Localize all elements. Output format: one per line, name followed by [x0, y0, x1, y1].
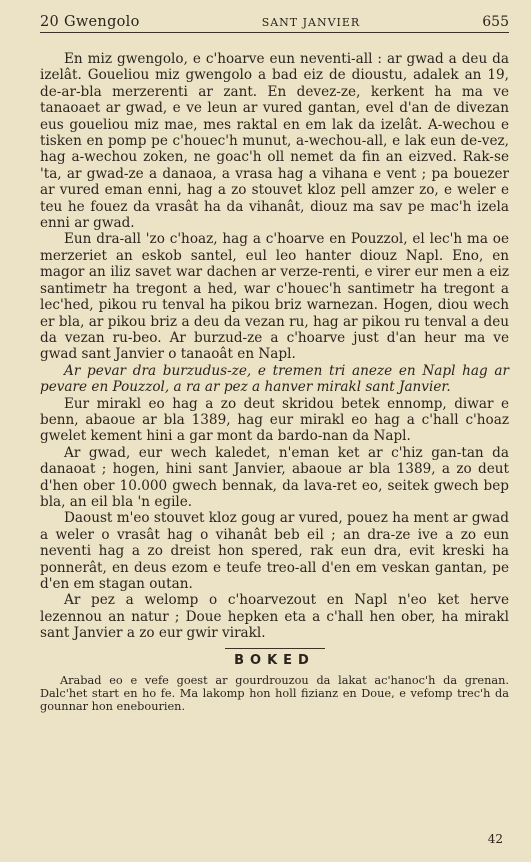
article-body: [40, 51, 509, 642]
header-date: 20 Gwengolo: [40, 14, 140, 30]
paragraph: Ar gwad, eur wech kaledet, n'eman ket ar c'hiz gan-tan da danaoat ; hogen, hini sant Janvier, abaoue ar bla 1389, a zo deut d'hen ober 10.000 gwech bennak, da lava-ret eo, seitek gwech bep bla, an eil bla 'n egile.: [40, 444, 509, 510]
paragraph: En miz gwengolo, e c'hoarve eun neventi-all : ar gwad a deu da izelât. Goueliou miz gwengolo a bad eiz de dioustu, adalek an 19, de-ar-bla merzerenti ar zant. En devez-ze, kerkent ha ma ve tanaoaet ar gwad, e ve leun ar vured gantan, evel d'an de divezan eus goueliou miz mae, mes raktal en em lak da izelât. A-wechou e tisken en pomp pe c'houec'h munut, a-wechou-all, e lak eun de-vez, hag a-wechou zoken, ne goac'h oll nemet da fin an eizved. Rak-se 'ta, ar gwad-ze a danaoa, a vrasa hag a vihana e vent ; pa bouezer ar vured eman enni, hag a zo stouvet kloz pell amzer zo, e weler e teu he fouez da vrasât ha da vihanât, diouz ma sav pe mac'h izela enni ar gwad.: [40, 51, 509, 232]
paragraph: Daoust m'eo stouvet kloz goug ar vured, pouez ha ment ar gwad a weler o vrasât hag o vihanât beb eil ; an dra-ze ive a zo eun neventi hag a zo dreist hon spered, rak eun dra, evit kreski ha ponnerât, en deus ezom e teufe treo-all d'en em veskan gantan, pe d'en em stagan outan.: [40, 510, 509, 592]
paragraph: Ar pez a welomp o c'hoarvezout en Napl n'eo ket herve lezennou an natur ; Doue hepken eta a c'hall hen ober, ha mirakl sant Janvier a zo eur gwir virakl.: [40, 592, 509, 642]
section-title: BOKED: [234, 652, 315, 668]
header-title: SANT JANVIER: [261, 16, 361, 29]
paragraph-italic: Ar pevar dra burzudus-ze, e tremen tri aneze en Napl hag ar pevare en Pouzzol, a ra ar pez a hanver mirakl sant Janvier.: [40, 362, 509, 396]
separator-rule: [225, 648, 325, 649]
paragraph: Eur mirakl eo hag a zo deut skridou betek ennomp, diwar e benn, abaoue ar bla 1389, hag eur mirakl eo hag a c'hall c'hoaz gwelet kement hini a gar mont da bardo-nan da Napl.: [40, 395, 509, 445]
paragraph: Eun dra-all 'zo c'hoaz, hag a c'hoarve en Pouzzol, el lec'h ma oe merzeriet an eskob santel, eul leo hanter diouz Napl. Eno, en magor an iliz savet war dachen ar verze-renti, e virer eur men a eiz santimetr ha tregont a hed, war c'houec'h santimetr ha tregont a lec'hed, pikou ru tenval ha pikou briz warnezan. Hogen, diou wech er bla, ar pikou briz a deu da vezan ru, hag ar pikou ru tenval a deu da vezan ru-beo. Ar burzud-ze a c'hoarve just d'an heur ma ve gwad sant Janvier o tanaoât en Napl.: [40, 231, 509, 363]
running-header: [40, 14, 509, 33]
header-page-number: 655: [482, 14, 509, 30]
footer-page-number: 42: [487, 832, 503, 846]
note-paragraph: Arabad eo e vefe goest ar gourdrouzou da lakat ac'hanoc'h da grenan. Dalc'het start en ho fe. Ma lakomp hon holl fizianz en Doue, e vefomp trec'h da gounnar hon enebourien.: [40, 673, 509, 714]
